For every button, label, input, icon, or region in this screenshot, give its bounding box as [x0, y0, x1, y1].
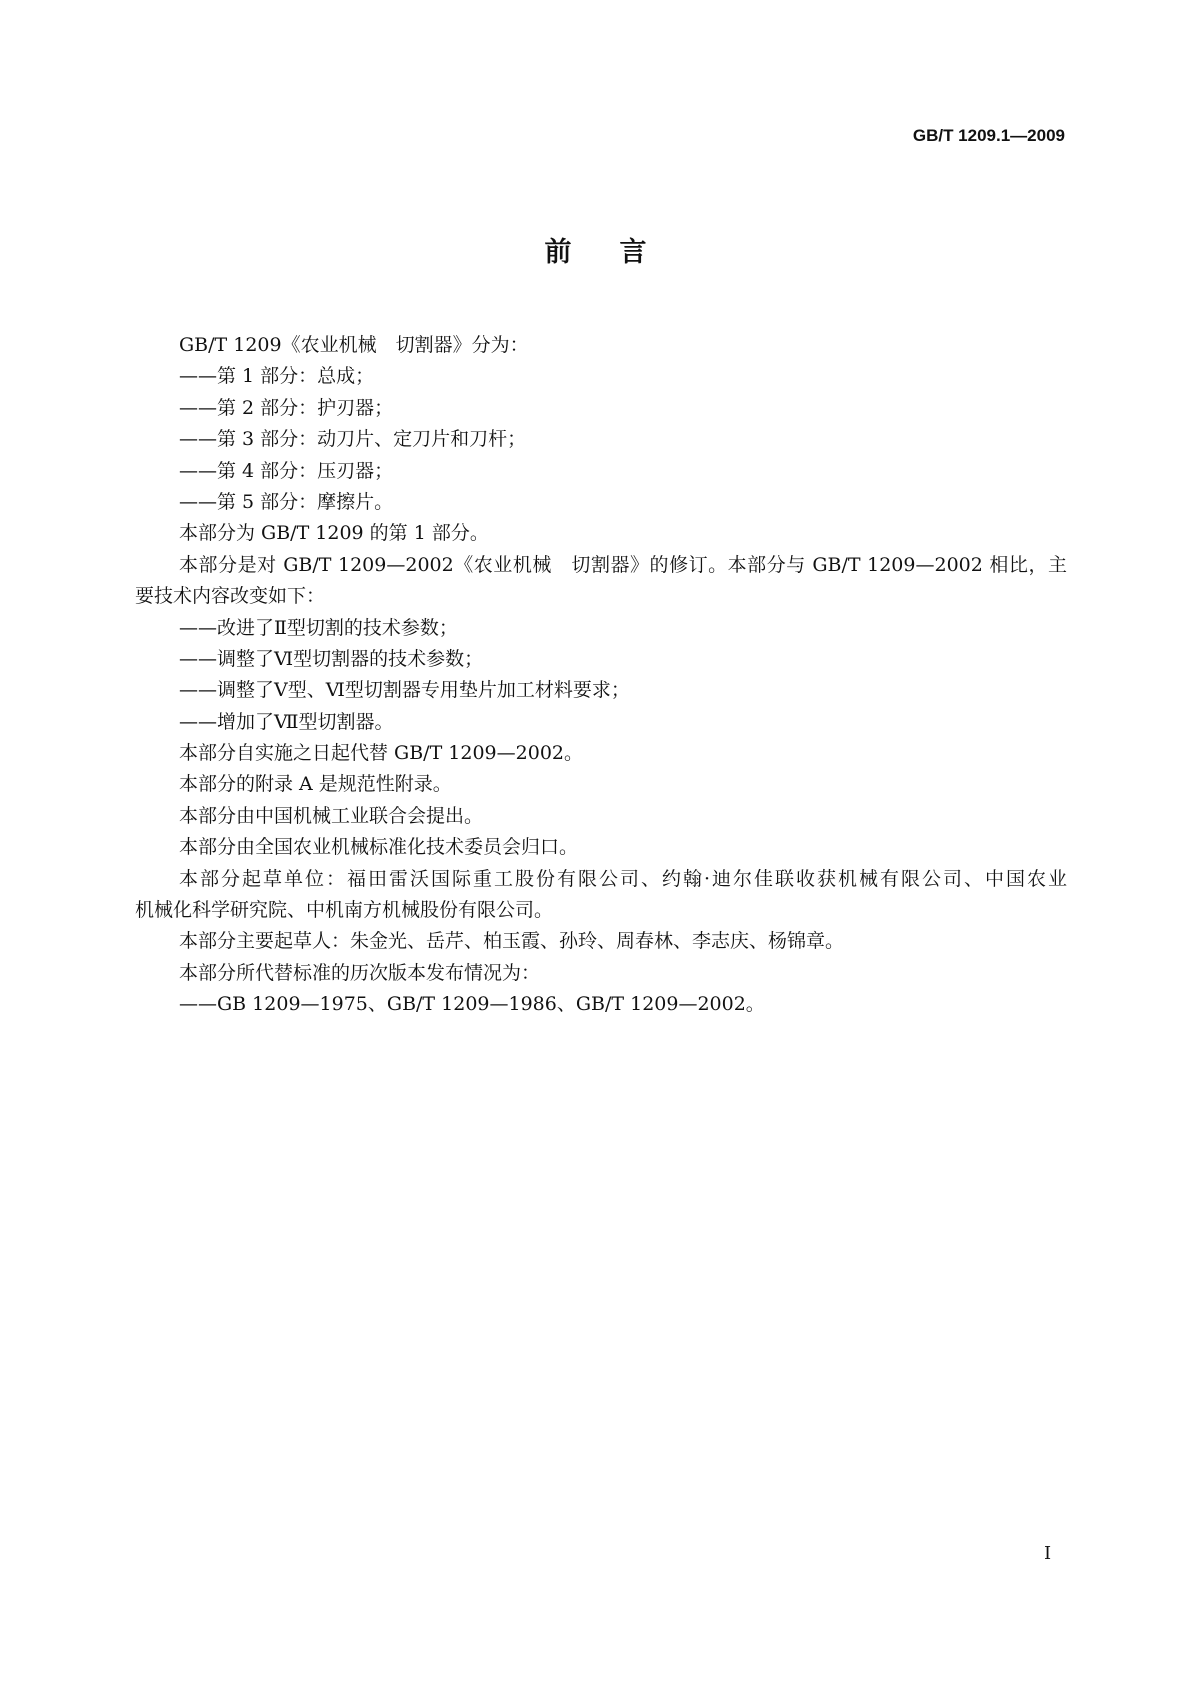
text-line: 本部分的附录 A 是规范性附录。	[179, 773, 452, 796]
list-item: ——第 1 部分：总成；	[179, 365, 375, 388]
list-item: ——调整了Ⅵ型切割器的技术参数；	[179, 647, 484, 670]
page-title: 前言	[544, 237, 695, 268]
list-item: ——第 3 部分：动刀片、定刀片和刀杆；	[179, 428, 527, 451]
text-line: 本部分主要起草人：朱金光、岳芹、柏玉霞、孙玲、周春林、李志庆、杨锦章。	[179, 930, 845, 953]
text-line: GB/T 1209《农业机械 切割器》分为：	[179, 334, 529, 356]
text-line: 本部分是对 GB/T 1209—2002《农业机械 切割器》的修订。本部分与 GB/T 1209—2002 相比，主	[179, 553, 1067, 576]
list-item: ——增加了Ⅶ型切割器。	[179, 710, 394, 733]
page-number: I	[1044, 1543, 1052, 1564]
list-item: ——第 5 部分：摩擦片。	[179, 490, 394, 513]
text-line: 本部分由全国农业机械标准化技术委员会归口。	[179, 836, 579, 859]
text-line: 本部分由中国机械工业联合会提出。	[179, 804, 484, 827]
list-item: ——GB 1209—1975、GB/T 1209—1986、GB/T 1209—2002。	[179, 993, 765, 1016]
foreword-body	[135, 330, 1067, 1021]
list-item: ——第 4 部分：压刃器；	[179, 459, 394, 482]
text-line: 本部分自实施之日起代替 GB/T 1209—2002。	[179, 742, 584, 765]
document-number: GB/T 1209.1—2009	[912, 126, 1065, 145]
text-line: 本部分所代替标准的历次版本发布情况为：	[179, 961, 541, 984]
text-line: 机械化科学研究院、中机南方机械股份有限公司。	[135, 899, 554, 922]
list-item: ——改进了Ⅱ型切割的技术参数；	[179, 616, 458, 639]
list-item: ——调整了Ⅴ型、Ⅵ型切割器专用垫片加工材料要求；	[179, 679, 630, 702]
text-line: 本部分为 GB/T 1209 的第 1 部分。	[179, 522, 489, 545]
text-line: 本部分起草单位：福田雷沃国际重工股份有限公司、约翰·迪尔佳联收获机械有限公司、中国农业	[179, 867, 1067, 890]
text-line: 要技术内容改变如下：	[135, 585, 326, 608]
list-item: ——第 2 部分：护刃器；	[179, 396, 394, 419]
